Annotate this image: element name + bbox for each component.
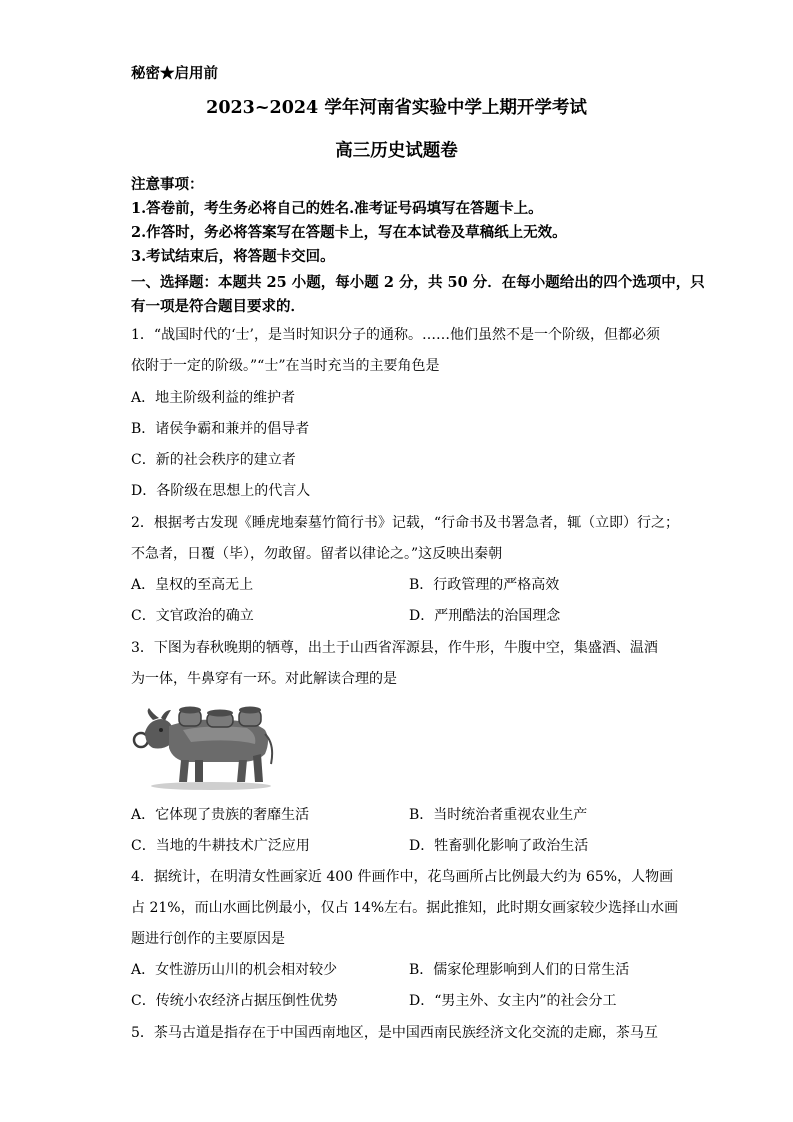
question-3-option-a: A．它体现了贵族的奢靡生活 bbox=[131, 807, 310, 823]
section-heading-line-1: 一、选择题：本题共 25 小题，每小题 2 分，共 50 分．在每小题给出的四个选项中，只 bbox=[131, 274, 705, 291]
question-4-stem-line-2: 占 21%，而山水画比例最小，仅占 14%左右。据此推知，此时期女画家较少选择山水画 bbox=[131, 900, 679, 916]
question-3-option-b: B．当时统治者重视农业生产 bbox=[409, 807, 588, 823]
question-2-option-d: D．严刑酷法的治国理念 bbox=[409, 608, 561, 624]
question-3-stem-line-2: 为一体，牛鼻穿有一环。对此解读合理的是 bbox=[131, 671, 397, 687]
section-heading-line-2: 有一项是符合题目要求的． bbox=[131, 298, 305, 315]
question-2-stem-line-2: 不急者，日覆（毕），勿敢留。留者以律论之。”这反映出秦朝 bbox=[131, 546, 503, 562]
question-1-option-b: B．诸侯争霸和兼并的倡导者 bbox=[131, 421, 310, 437]
question-4-stem-line-3: 题进行创作的主要原因是 bbox=[131, 931, 285, 947]
question-4-option-c: C．传统小农经济占据压倒性优势 bbox=[131, 993, 338, 1009]
question-4-option-a: A．女性游历山川的机会相对较少 bbox=[131, 962, 338, 978]
question-3-option-c: C．当地的牛耕技术广泛应用 bbox=[131, 838, 310, 854]
confidential-label: 秘密★启用前 bbox=[131, 65, 218, 82]
question-1-option-a: A．地主阶级利益的维护者 bbox=[131, 390, 296, 406]
exam-title: 2023~2024 学年河南省实验中学上期开学考试 bbox=[206, 98, 587, 118]
question-5-stem-line-1: 5．茶马古道是指存在于中国西南地区，是中国西南民族经济文化交流的走廊，茶马互 bbox=[131, 1025, 658, 1041]
question-1-option-d: D．各阶级在思想上的代言人 bbox=[131, 483, 311, 499]
exam-subtitle: 高三历史试题卷 bbox=[335, 141, 458, 161]
question-4-stem-line-1: 4．据统计，在明清女性画家近 400 件画作中，花鸟画所占比例最大约为 65%，人物画 bbox=[131, 869, 674, 885]
question-3-stem-line-1: 3．下图为春秋晚期的牺尊，出土于山西省浑源县，作牛形，牛腹中空，集盛酒、温酒 bbox=[131, 640, 658, 656]
question-2-option-a: A．皇权的至高无上 bbox=[131, 577, 254, 593]
notice-heading: 注意事项： bbox=[131, 176, 204, 193]
notice-item-2: 2.作答时，务必将答案写在答题卡上，写在本试卷及草稿纸上无效。 bbox=[131, 224, 567, 241]
question-1-option-c: C．新的社会秩序的建立者 bbox=[131, 452, 296, 468]
question-1-stem-line-2: 依附于一定的阶级。”“士”在当时充当的主要角色是 bbox=[131, 358, 440, 374]
question-3-option-d: D．牲畜驯化影响了政治生活 bbox=[409, 838, 589, 854]
question-2-option-b: B．行政管理的严格高效 bbox=[409, 577, 560, 593]
notice-item-1: 1.答卷前，考生务必将自己的姓名.准考证号码填写在答题卡上。 bbox=[131, 200, 543, 217]
bronze-ox-vessel-icon bbox=[131, 704, 277, 792]
question-2-option-c: C．文官政治的确立 bbox=[131, 608, 254, 624]
question-2-stem-line-1: 2．根据考古发现《睡虎地秦墓竹简行书》记载，“行命书及书署急者，辄（立即）行之； bbox=[131, 515, 680, 531]
question-1-stem-line-1: 1．“战国时代的‘士’，是当时知识分子的通称。……他们虽然不是一个阶级，但都必须 bbox=[131, 327, 660, 343]
notice-item-3: 3.考试结束后，将答题卡交回。 bbox=[131, 248, 335, 265]
question-4-option-b: B．儒家伦理影响到人们的日常生活 bbox=[409, 962, 630, 978]
question-4-option-d: D．“男主外、女主内”的社会分工 bbox=[409, 993, 617, 1009]
